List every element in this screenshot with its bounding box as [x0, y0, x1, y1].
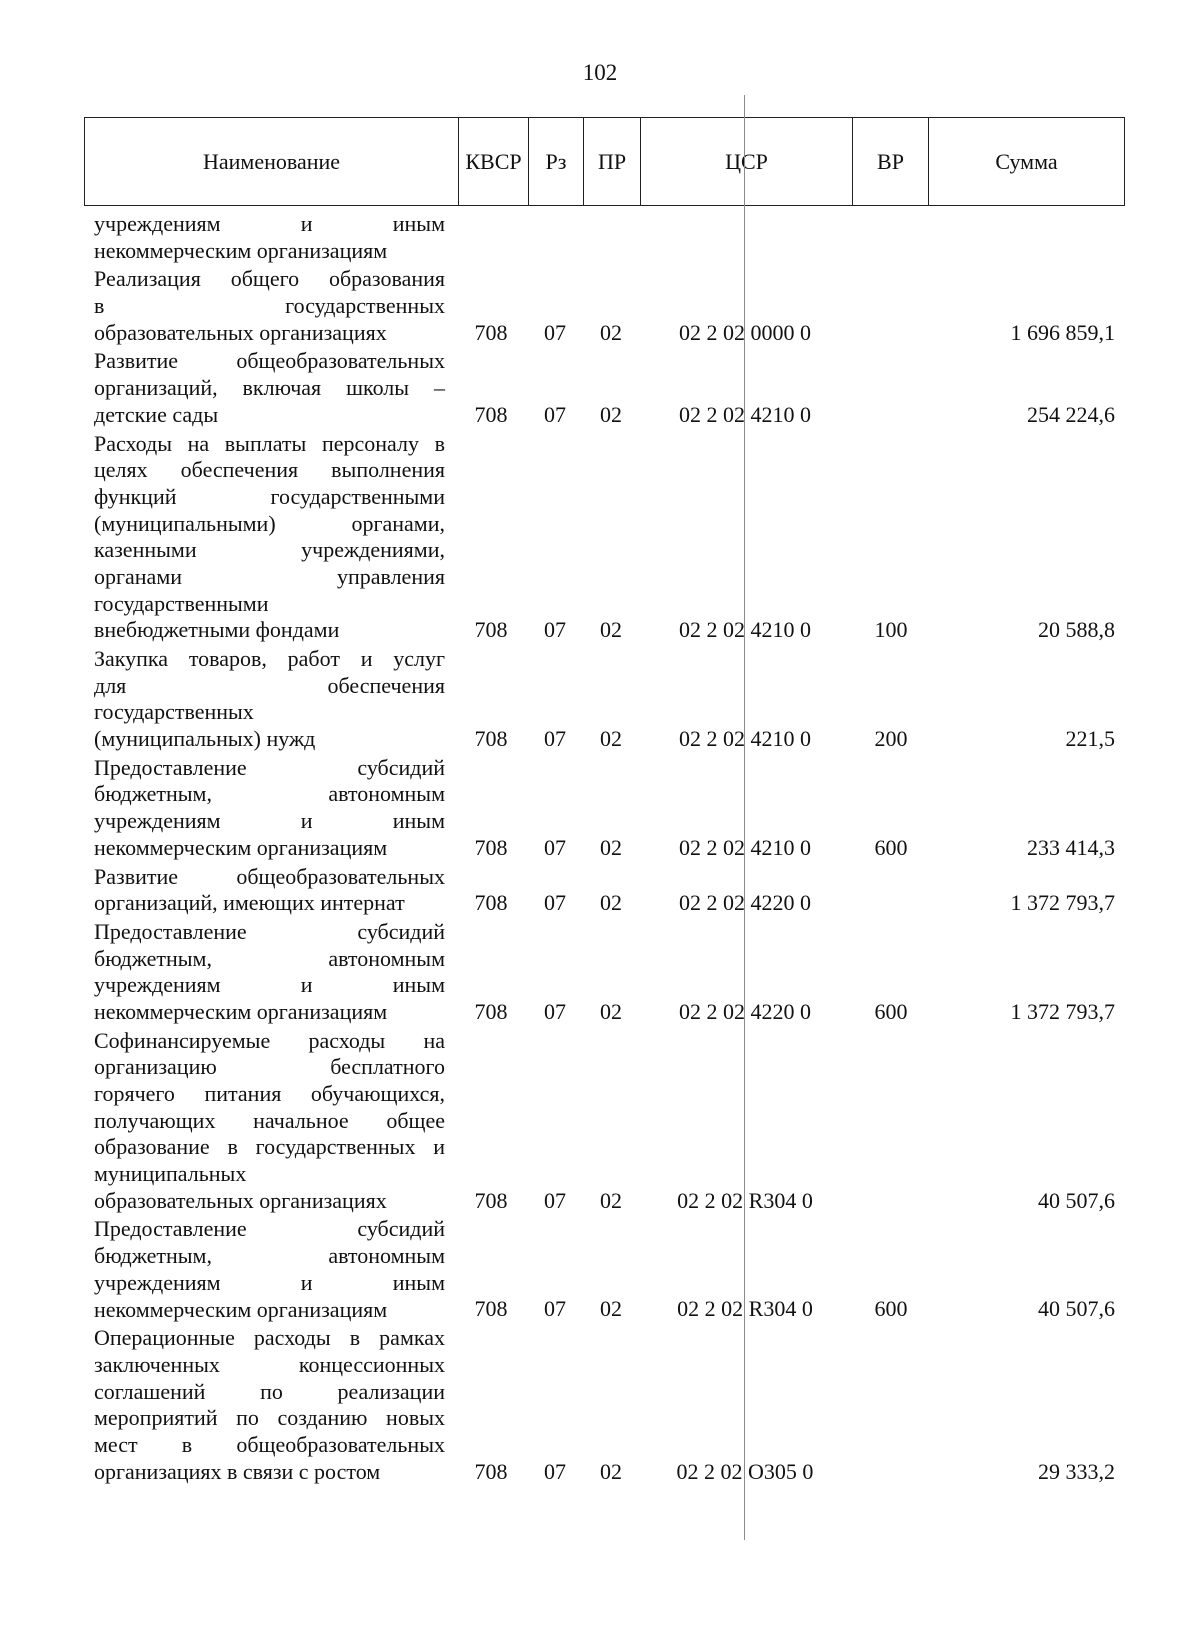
row-csr: 02 2 02 R304 0 [677, 1187, 813, 1213]
row-name-line: Развитие общеобразовательных [94, 863, 445, 889]
row-name-line: бюджетным, автономным [94, 781, 445, 807]
table-row [0, 646, 1200, 753]
row-name-line: Закупка товаров, работ и услуг [94, 646, 445, 671]
row-vr: 600 [874, 998, 908, 1024]
row-kvsr: 708 [474, 401, 508, 427]
row-name-line: Развитие общеобразовательных [94, 348, 445, 374]
row-csr: 02 2 02 4210 0 [679, 401, 811, 427]
row-name-line: соглашений по реализации [94, 1378, 445, 1404]
row-kvsr: 708 [474, 1296, 508, 1322]
row-name-line: некоммерческим организациям [94, 237, 388, 263]
row-sum: 40 507,6 [1038, 1296, 1115, 1322]
table-row [0, 348, 1200, 428]
row-csr: 02 2 02 4210 0 [679, 617, 811, 643]
row-kvsr: 708 [474, 319, 508, 345]
row-name-line: некоммерческим организациям [94, 834, 388, 860]
row-name-line: казенными учреждениями, [94, 537, 445, 563]
row-pr: 02 [600, 834, 622, 860]
row-name-line: образовательных организациях [94, 319, 387, 345]
row-name [94, 1216, 445, 1323]
row-kvsr: 708 [474, 617, 508, 643]
row-name-line: горячего питания обучающихся, [94, 1081, 445, 1106]
row-name-line: учреждениям и иным [94, 808, 445, 834]
row-kvsr: 708 [474, 890, 508, 916]
row-name [94, 919, 445, 1026]
table-row [0, 266, 1200, 346]
row-name-line: Предоставление субсидий [94, 1216, 445, 1242]
row-name-line: заключенных концессионных [94, 1351, 445, 1377]
header-csr: ЦСР [640, 118, 852, 205]
row-name-line: органами управления [94, 563, 445, 589]
row-name-line: бюджетным, автономным [94, 945, 445, 971]
row-name-line: Софинансируемые расходы на [94, 1027, 445, 1053]
row-name-line: государственными [94, 590, 269, 616]
row-sum: 233 414,3 [1027, 834, 1115, 860]
page-number: 102 [582, 60, 618, 85]
row-name [94, 1028, 445, 1215]
row-pr: 02 [600, 998, 622, 1024]
table-row [0, 211, 1200, 264]
row-vr: 600 [874, 1296, 908, 1322]
row-name [94, 755, 445, 862]
row-pr: 02 [600, 890, 622, 916]
table-row [0, 1325, 1200, 1485]
table-row [0, 919, 1200, 1026]
row-rz: 07 [544, 1187, 566, 1213]
row-rz: 07 [544, 998, 566, 1024]
row-rz: 07 [544, 834, 566, 860]
row-rz: 07 [544, 726, 566, 752]
row-vr: 100 [874, 617, 908, 643]
row-rz: 07 [544, 1458, 566, 1484]
row-name-line: образование в государственных и [94, 1134, 445, 1160]
row-csr: 02 2 02 О305 0 [676, 1458, 814, 1484]
row-pr: 02 [600, 617, 622, 643]
row-name-line: образовательных организациях [94, 1187, 387, 1213]
row-name-line: некоммерческим организациям [94, 1296, 388, 1322]
header-rz: Рз [528, 118, 583, 205]
row-kvsr: 708 [474, 834, 508, 860]
row-sum: 1 696 859,1 [1010, 319, 1115, 345]
row-kvsr: 708 [474, 998, 508, 1024]
row-pr: 02 [600, 726, 622, 752]
row-name-line: детские сады [94, 401, 219, 427]
row-name [94, 266, 445, 346]
row-rz: 07 [544, 1296, 566, 1322]
row-name [94, 211, 445, 264]
row-name-line: организациях в связи с ростом [94, 1458, 381, 1484]
row-name [94, 1325, 445, 1485]
row-name-line: Предоставление субсидий [94, 754, 445, 780]
table-row [0, 1216, 1200, 1323]
header-sum: Сумма [928, 118, 1124, 205]
row-name-line: для обеспечения [94, 672, 445, 698]
row-name-line: Реализация общего образования [94, 266, 445, 292]
row-rz: 07 [544, 890, 566, 916]
row-name-line: Расходы на выплаты персоналу в [94, 430, 445, 456]
row-name-line: организацию бесплатного [94, 1054, 445, 1080]
row-csr: 02 2 02 4220 0 [679, 998, 811, 1024]
row-name [94, 348, 445, 428]
row-name-line: в государственных [94, 293, 445, 319]
row-pr: 02 [600, 401, 622, 427]
row-kvsr: 708 [474, 726, 508, 752]
row-rz: 07 [544, 617, 566, 643]
row-csr: 02 2 02 0000 0 [679, 319, 811, 345]
table-row [0, 431, 1200, 645]
row-name [94, 431, 445, 645]
header-name: Наименование [202, 148, 341, 174]
row-name-line: мест в общеобразовательных [94, 1431, 445, 1457]
row-pr: 02 [600, 1296, 622, 1322]
row-name-line: государственных [94, 699, 254, 725]
row-name-line: учреждениям и иным [94, 211, 445, 236]
header-pr: ПР [583, 118, 640, 205]
row-sum: 29 333,2 [1038, 1458, 1115, 1484]
table-row [0, 864, 1200, 917]
header-kvsr: КВСР [458, 118, 528, 205]
row-name-line: организаций, имеющих интернат [94, 890, 405, 916]
row-name [94, 646, 445, 753]
table-header [84, 117, 1125, 206]
row-csr: 02 2 02 4210 0 [679, 834, 811, 860]
row-name-line: муниципальных [94, 1161, 247, 1187]
row-pr: 02 [600, 319, 622, 345]
row-name-line: организаций, включая школы – [94, 375, 445, 401]
row-name-line: учреждениям и иным [94, 1269, 445, 1295]
row-name-line: (муниципальных) нужд [94, 726, 316, 752]
table-body [0, 211, 1200, 1487]
row-vr: 600 [874, 834, 908, 860]
row-name-line: бюджетным, автономным [94, 1243, 445, 1269]
row-name-line: функций государственными [94, 483, 445, 509]
row-kvsr: 708 [474, 1458, 508, 1484]
row-csr: 02 2 02 R304 0 [677, 1296, 813, 1322]
row-kvsr: 708 [474, 1187, 508, 1213]
row-name-line: мероприятий по созданию новых [94, 1405, 445, 1431]
row-sum: 20 588,8 [1038, 617, 1115, 643]
row-name-line: внебюджетными фондами [94, 617, 340, 643]
row-name-line: Операционные расходы в рамках [94, 1325, 445, 1351]
row-csr: 02 2 02 4210 0 [679, 726, 811, 752]
table-row [0, 1028, 1200, 1215]
row-name-line: Предоставление субсидий [94, 918, 445, 944]
row-name-line: получающих начальное общее [94, 1107, 445, 1133]
row-rz: 07 [544, 319, 566, 345]
row-name-line: целях обеспечения выполнения [94, 457, 445, 483]
row-vr: 200 [874, 726, 908, 752]
row-rz: 07 [544, 401, 566, 427]
row-sum: 221,5 [1065, 726, 1115, 752]
row-sum: 254 224,6 [1027, 401, 1115, 427]
row-pr: 02 [600, 1187, 622, 1213]
row-sum: 1 372 793,7 [1010, 890, 1115, 916]
header-vr: ВР [852, 118, 928, 205]
row-name-line: учреждениям и иным [94, 972, 445, 998]
row-name-line: некоммерческим организациям [94, 998, 388, 1024]
row-name [94, 864, 445, 917]
row-name-line: (муниципальными) органами, [94, 510, 445, 536]
row-sum: 1 372 793,7 [1010, 998, 1115, 1024]
row-sum: 40 507,6 [1038, 1187, 1115, 1213]
table-row [0, 755, 1200, 862]
row-pr: 02 [600, 1458, 622, 1484]
row-csr: 02 2 02 4220 0 [679, 890, 811, 916]
